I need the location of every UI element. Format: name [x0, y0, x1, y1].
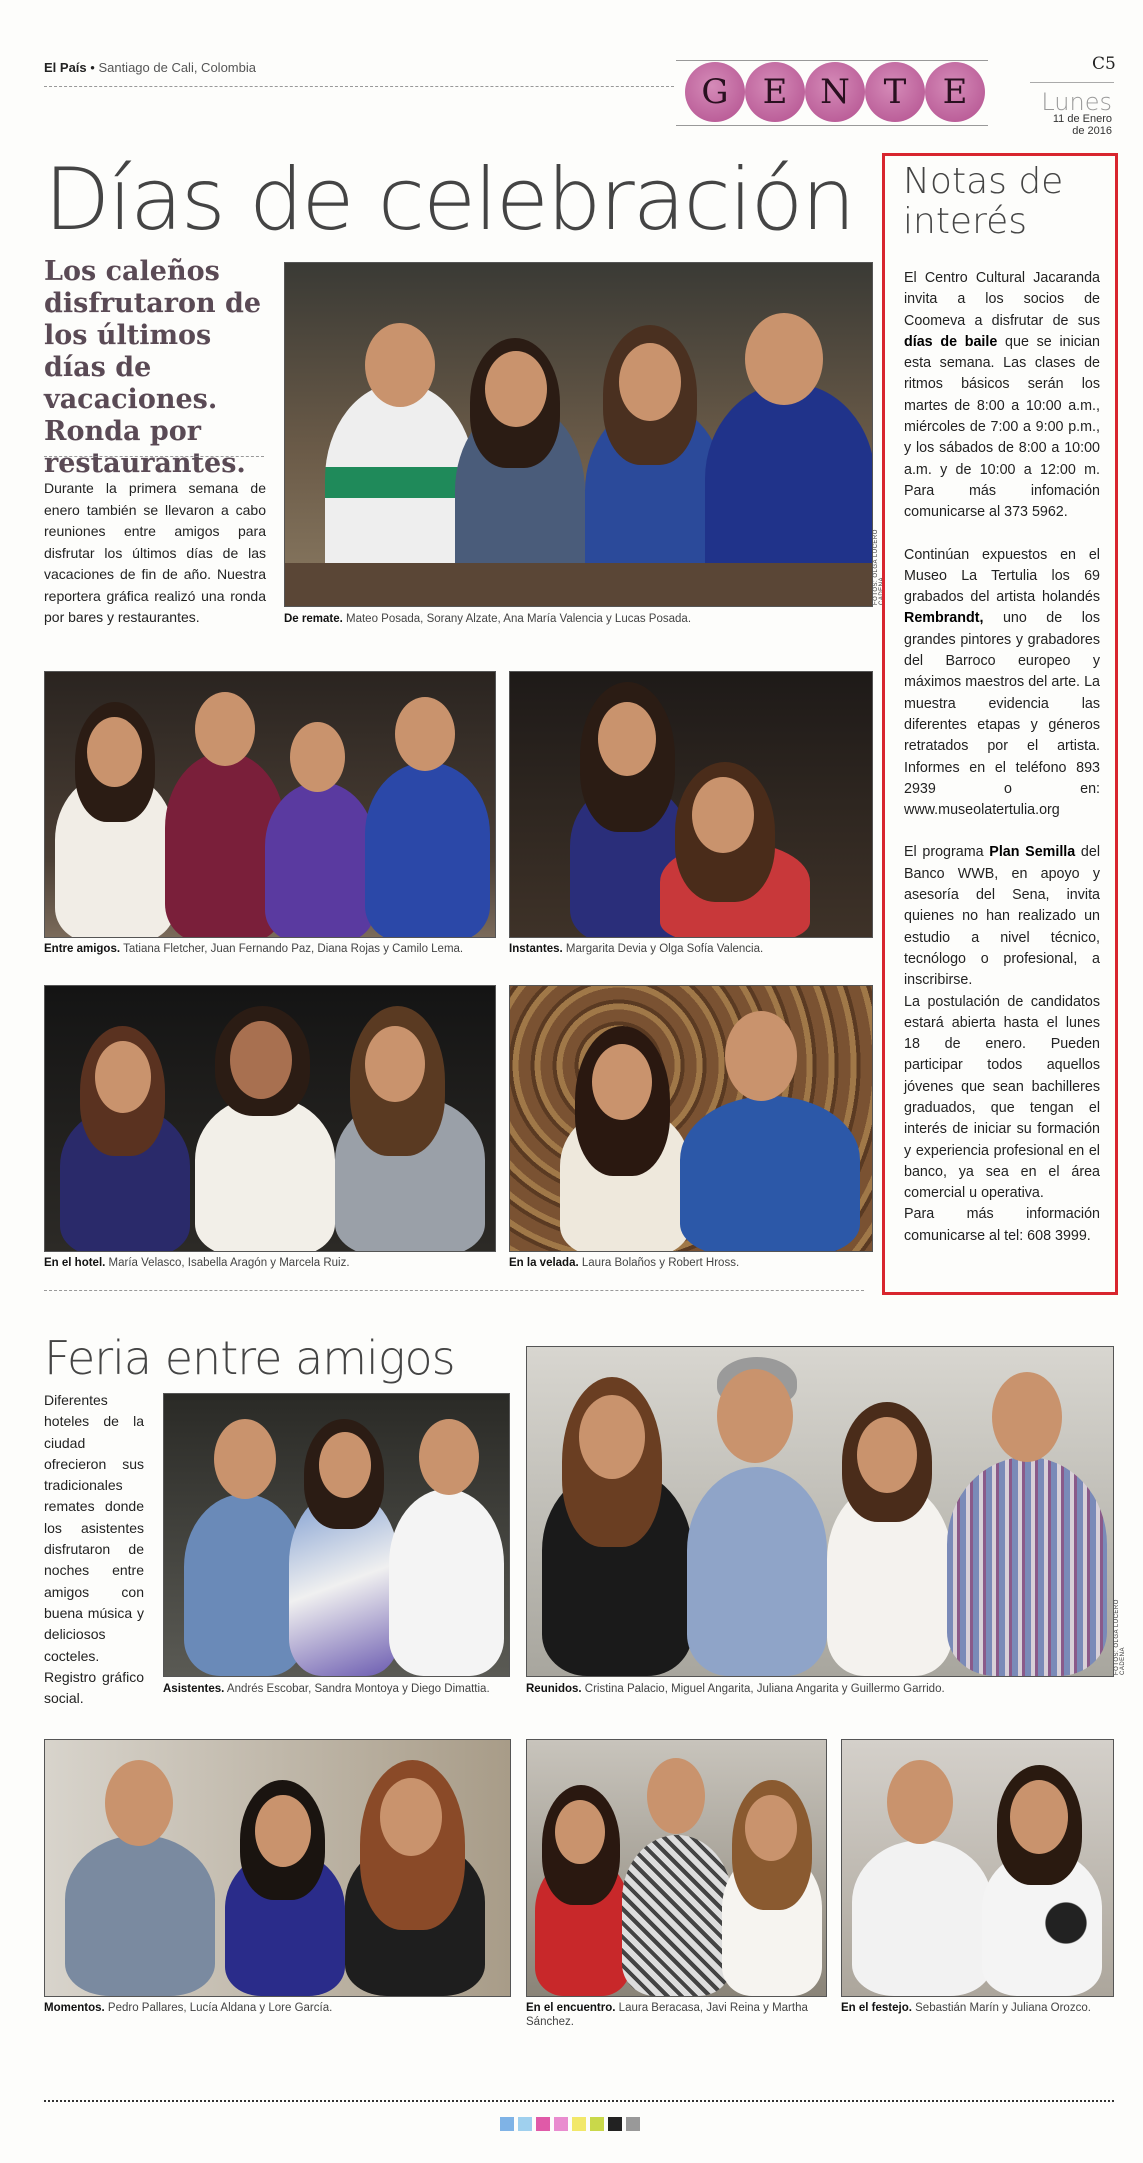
page-number: C5: [1092, 54, 1116, 74]
person-head: [485, 351, 547, 427]
person-head: [365, 1026, 425, 1102]
photo-asistentes: [163, 1393, 510, 1677]
person-head: [230, 1021, 292, 1099]
caption: [526, 2001, 825, 2029]
person-figure: [852, 1840, 992, 1996]
date-line: de 2016: [1072, 125, 1112, 137]
notes-paragraph: [904, 842, 1100, 991]
notes-bold: días de baile: [904, 333, 998, 350]
color-swatch: [518, 2117, 532, 2131]
notes-paragraph: La postulación de candidatos estará abierta hasta el lunes 18 de enero. Pueden participar todos aquellos jóvenes que sean bachilleres graduados, que tengan el interés de iniciar su formación y experiencia profesional en el banco, ya sea en el área comercial u operativa.: [904, 993, 1100, 1202]
person-head: [380, 1778, 442, 1856]
person-head: [857, 1417, 917, 1493]
caption: [163, 1682, 508, 1696]
caption: [44, 1256, 494, 1270]
person-figure: [195, 1096, 335, 1252]
date-rule: [1030, 82, 1114, 83]
color-swatch: [554, 2117, 568, 2131]
caption: [44, 2001, 509, 2015]
person-head: [992, 1372, 1062, 1462]
photo-de-remate: [284, 262, 873, 607]
person-figure: [687, 1467, 827, 1676]
notes-text: Continúan expuestos en el Museo La Tertulia los 69 grabados del artista holandés: [904, 546, 1100, 606]
caption-names: Andrés Escobar, Sandra Montoya y Diego Dimattia.: [226, 1683, 490, 1695]
feria-intro: Diferentes hoteles de la ciudad ofrecieron sus tradicionales remates donde los asistentes disfrutaron de noches entre amigos con buena música y deliciosos cocteles. Registro gráfico social.: [44, 1392, 144, 1707]
person-head: [647, 1758, 705, 1834]
caption-names: Laura Bolaños y Robert Hross.: [581, 1257, 740, 1269]
table: [285, 563, 872, 606]
deck-rule: [44, 456, 264, 457]
notes-bold: Rembrandt,: [904, 610, 984, 627]
footer-rule: [44, 2100, 1114, 2102]
date: [1020, 113, 1112, 137]
photo-en-el-festejo: [841, 1739, 1114, 1997]
section-divider: [44, 1290, 864, 1291]
notes-title: [903, 162, 1103, 242]
caption-label: En el festejo.: [841, 2002, 912, 2014]
caption-names: María Velasco, Isabella Aragón y Marcela Ruiz.: [108, 1257, 350, 1269]
person-figure: [184, 1494, 304, 1676]
person-head: [319, 1432, 371, 1498]
caption-names: Pedro Pallares, Lucía Aldana y Lore García.: [107, 2002, 333, 2014]
caption-label: Momentos.: [44, 2002, 105, 2014]
color-swatch: [500, 2117, 514, 2131]
notes-paragraph: [904, 268, 1100, 524]
notes-text: uno de los grandes pintores y grabadores del Barroco europeo y máximos maestros del arte. La muestra evidencia las diferentes etapas y géneros retratados por el artista. Informes en el teléfono 893 2939 o en: www.museolatertulia.org: [904, 610, 1100, 819]
caption-label: En el hotel.: [44, 1257, 106, 1269]
caption: [509, 942, 871, 956]
deck: Los caleños disfrutaron de los últimos días de vacaciones. Ronda por restaurantes.: [44, 256, 262, 479]
section-letter: E: [925, 62, 985, 122]
caption-names: Cristina Palacio, Miguel Angarita, Juliana Angarita y Guillermo Garrido.: [584, 1683, 945, 1695]
section-letter: N: [805, 62, 865, 122]
photo-credit: FOTOS: OLGA LUCERO CADENA: [873, 529, 885, 605]
caption: [284, 612, 871, 626]
caption-names: Tatiana Fletcher, Juan Fernando Paz, Diana Rojas y Camilo Lema.: [123, 943, 464, 955]
person-figure: [365, 762, 490, 938]
notes-bold: Plan Semilla: [989, 844, 1076, 861]
masthead-left: [44, 60, 256, 75]
caption-label: Instantes.: [509, 943, 563, 955]
person-head: [725, 1011, 797, 1101]
notes-text: del Banco WWB, en apoyo y asesoría del Sena, invita quienes no han realizado un estudio a nivel técnico, tecnólogo o profesional, a inscribirse.: [904, 844, 1100, 989]
photo-entre-amigos: [44, 671, 496, 938]
person-head: [290, 722, 345, 792]
headline: Días de celebración: [44, 150, 854, 250]
day-name: Lunes: [1041, 88, 1112, 116]
feria-headline: Feria entre amigos: [44, 1331, 455, 1385]
color-swatch: [572, 2117, 586, 2131]
person-head: [555, 1800, 605, 1864]
person-head: [95, 1041, 151, 1113]
person-head: [745, 313, 823, 405]
color-swatch: [590, 2117, 604, 2131]
paper-name: El País: [44, 60, 87, 75]
photo-en-el-encuentro: [526, 1739, 827, 1997]
notes-text: El programa: [904, 844, 990, 861]
person-figure: [65, 1835, 215, 1996]
color-swatch: [536, 2117, 550, 2131]
notes-title-line: interés: [903, 201, 1027, 242]
photo-reunidos: [526, 1346, 1114, 1677]
caption-label: En el encuentro.: [526, 2002, 616, 2014]
notes-text: que se inician esta semana. Las clases de ritmos básicos serán los martes de 8:00 a 10:00 a.m., miércoles de 7:00 a 9:00 p.m., y los sábados de 8:00 a 10:00 a.m. y de 10:00 a 12:00 m. Para más infomación comunicarse al 373 5962.: [904, 333, 1100, 521]
person-head: [255, 1795, 311, 1867]
bullet: •: [90, 60, 99, 75]
person-head: [365, 323, 435, 407]
person-figure: [680, 1096, 860, 1252]
notes-paragraph: Para más información comunicarse al tel: 608 3999.: [904, 1206, 1100, 1244]
photo-momentos: [44, 1739, 511, 1997]
person-head: [395, 697, 455, 771]
caption-label: De remate.: [284, 613, 343, 625]
caption: [841, 2001, 1112, 2015]
photo-en-la-velada: [509, 985, 873, 1252]
masthead-rule: [44, 86, 674, 87]
person-head: [692, 777, 754, 853]
notes-text: El Centro Cultural Jacaranda invita a los socios de Coomeva a disfrutar de sus: [904, 270, 1100, 329]
person-head: [1010, 1780, 1068, 1854]
caption-names: Mateo Posada, Sorany Alzate, Ana María Valencia y Lucas Posada.: [346, 613, 692, 625]
person-head: [579, 1395, 645, 1479]
person-head: [87, 717, 142, 787]
person-head: [619, 343, 681, 421]
person-head: [214, 1419, 276, 1499]
person-head: [592, 1044, 652, 1120]
caption-label: Reunidos.: [526, 1683, 582, 1695]
caption-label: En la velada.: [509, 1257, 579, 1269]
caption-names: Laura Beracasa, Javi Reina y Martha Sánchez.: [526, 2002, 808, 2028]
photo-credit: FOTOS: OLGA LUCERO CADENA: [1114, 1599, 1126, 1675]
section-letter: G: [685, 62, 745, 122]
date-line: 11 de Enero: [1052, 113, 1112, 125]
section-letter: E: [745, 62, 805, 122]
notes-body: [904, 268, 1100, 1247]
person-head: [419, 1419, 479, 1495]
color-swatches: [500, 2117, 660, 2133]
caption-names: Margarita Devia y Olga Sofía Valencia.: [565, 943, 764, 955]
person-figure: [389, 1489, 504, 1676]
intro-text: Durante la primera semana de enero también se llevaron a cabo reuniones entre amigos para disfrutar los últimos días de las vacaciones de fin de año. Nuestra reportera gráfica realizó una ronda por bares y restaurantes.: [44, 480, 266, 625]
caption-label: Entre amigos.: [44, 943, 121, 955]
photo-instantes: [509, 671, 873, 938]
person-figure: [947, 1457, 1107, 1676]
notes-title-line: Notas de: [903, 161, 1064, 202]
color-swatch: [608, 2117, 622, 2131]
caption: [509, 1256, 871, 1270]
person-head: [105, 1760, 173, 1846]
caption: [44, 942, 494, 956]
person-head: [717, 1369, 793, 1463]
person-figure: [265, 782, 375, 938]
section-letter: T: [865, 62, 925, 122]
caption: [526, 1682, 1112, 1696]
person-head: [887, 1760, 953, 1844]
caption-label: Asistentes.: [163, 1683, 225, 1695]
color-swatch: [626, 2117, 640, 2131]
photo-en-el-hotel: [44, 985, 496, 1252]
person-head: [195, 692, 255, 766]
person-figure: [622, 1835, 732, 1996]
notes-paragraph: [904, 545, 1100, 822]
person-head: [598, 702, 656, 776]
caption-names: Sebastián Marín y Juliana Orozco.: [915, 2002, 1091, 2014]
person-head: [745, 1795, 797, 1861]
location: Santiago de Cali, Colombia: [98, 60, 256, 75]
